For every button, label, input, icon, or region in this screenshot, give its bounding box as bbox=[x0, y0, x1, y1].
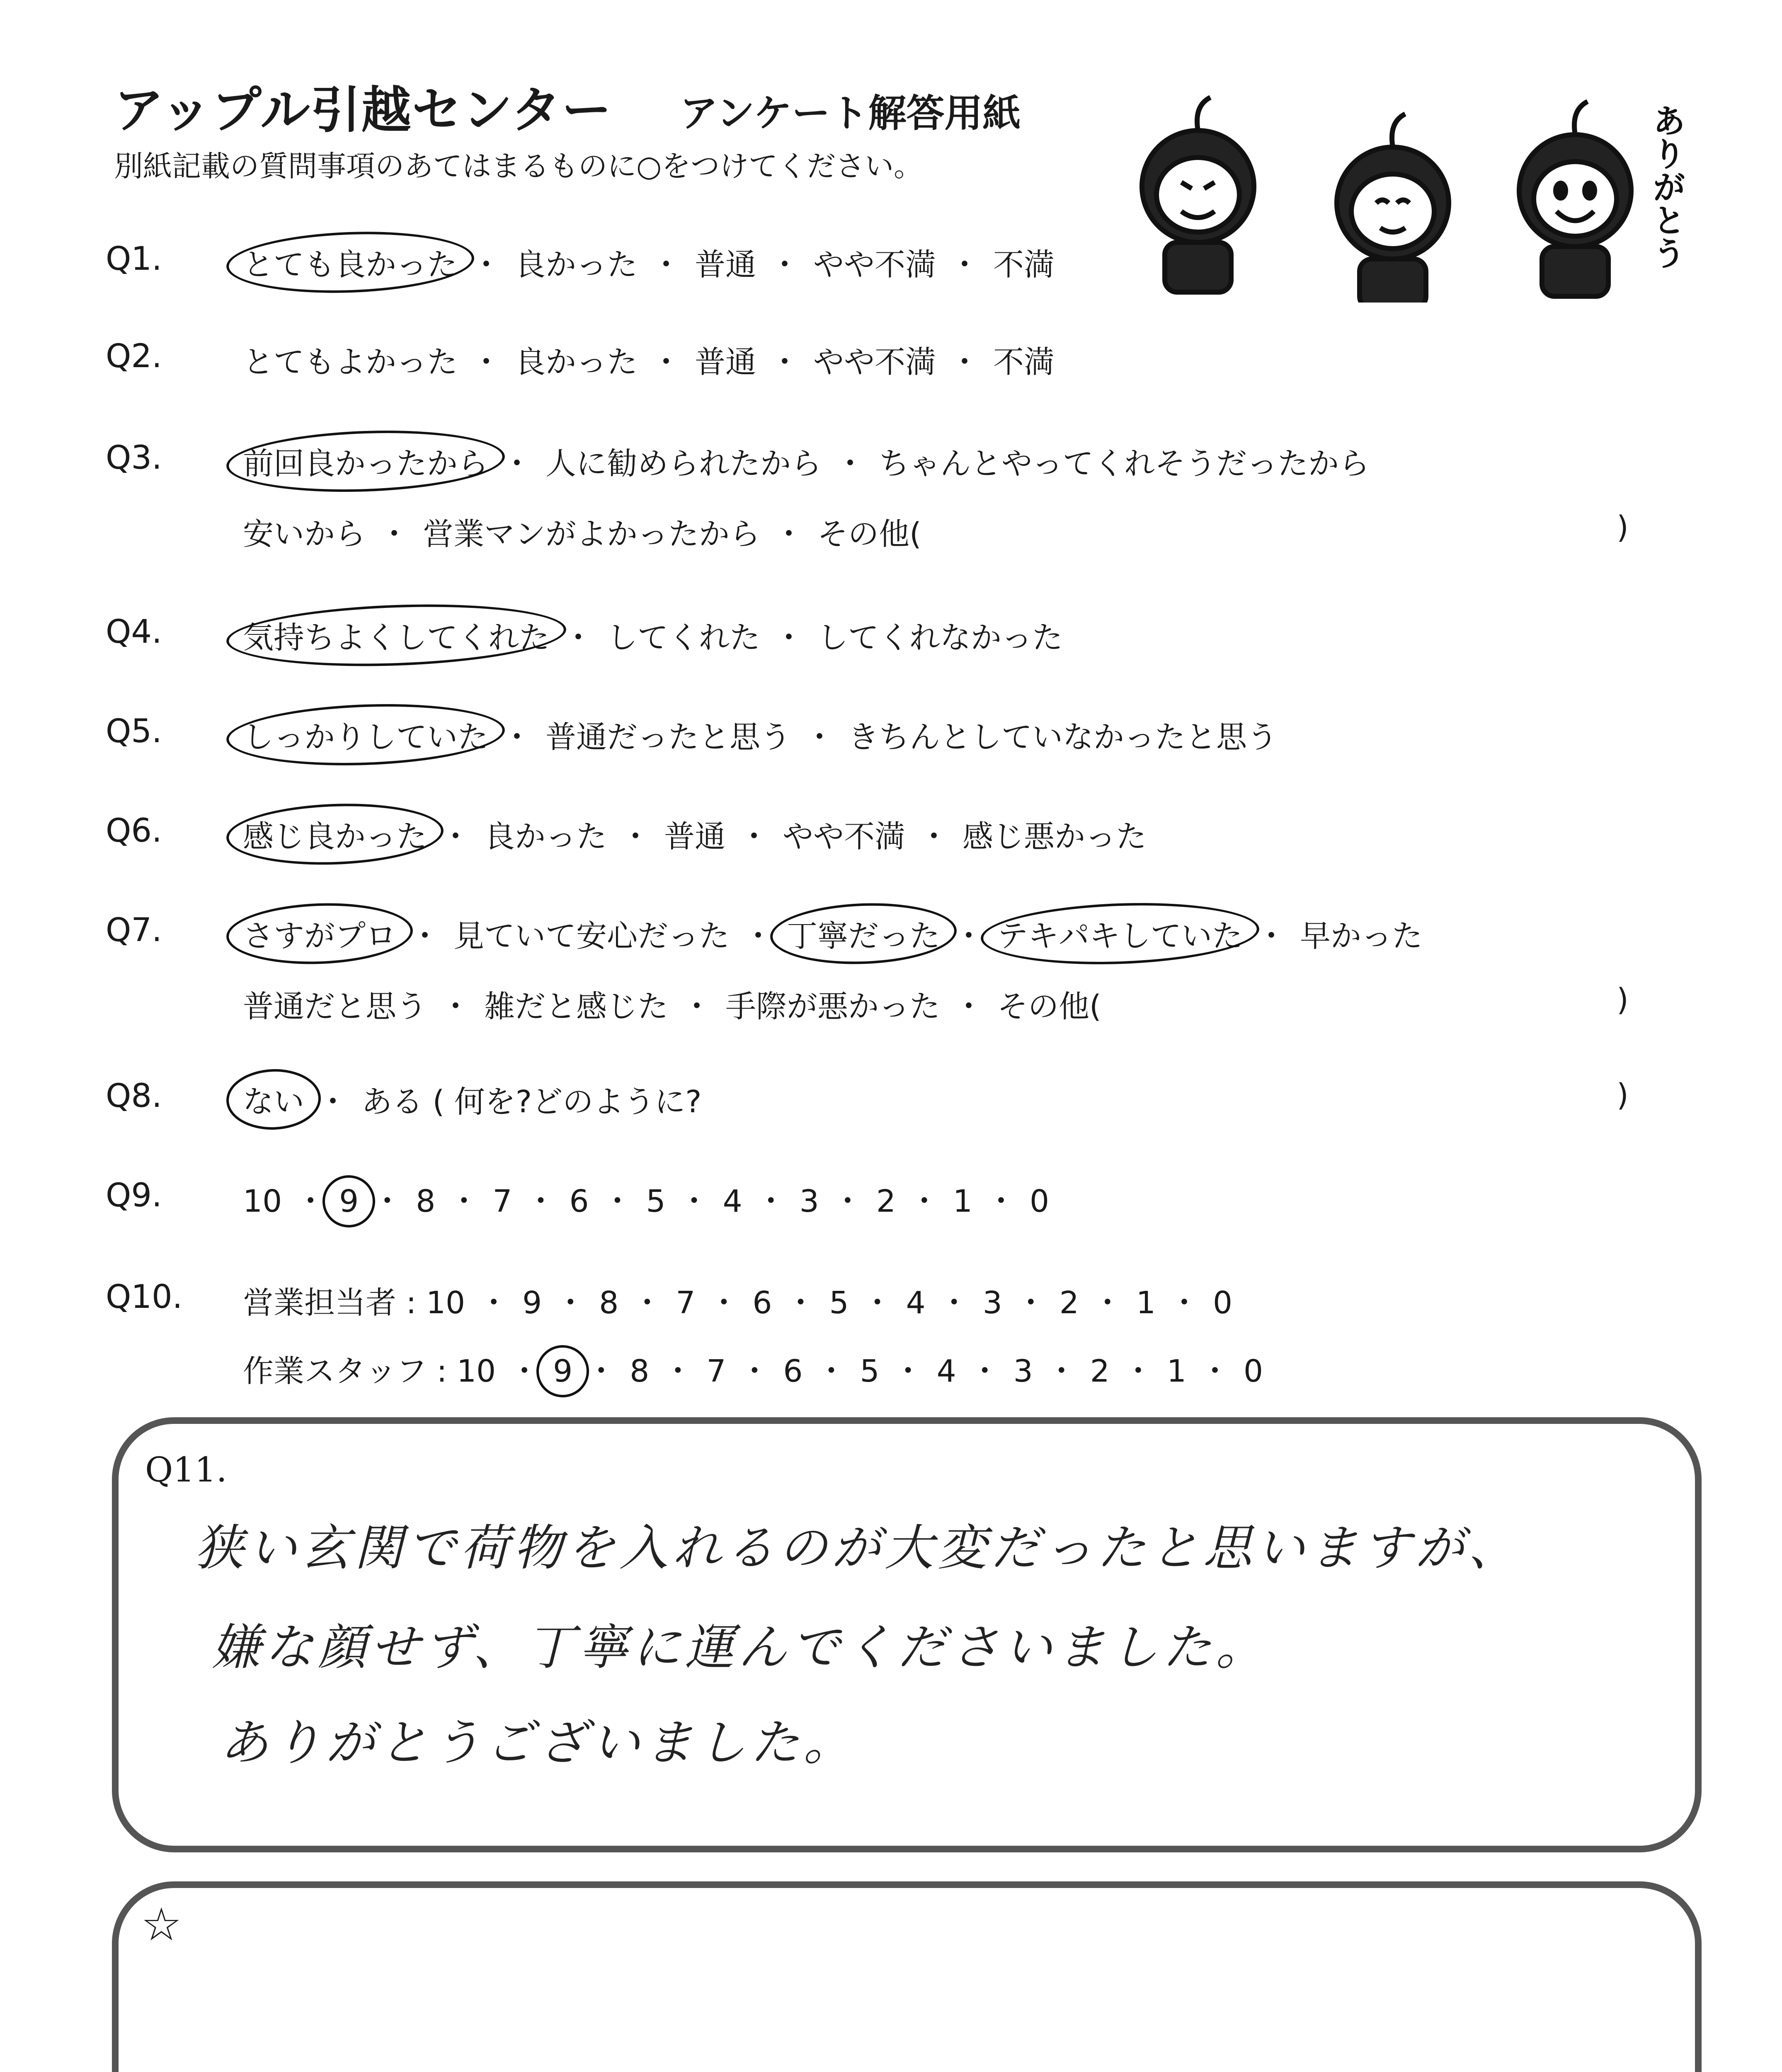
separator: ・ bbox=[471, 344, 502, 380]
answer-option[interactable]: 不満 bbox=[993, 247, 1055, 283]
star-comment-box bbox=[112, 1881, 1702, 2072]
separator: ・ bbox=[502, 719, 532, 755]
question-label: Q5. bbox=[106, 713, 162, 750]
answer-option[interactable]: 2 bbox=[876, 1184, 896, 1219]
answer-option[interactable]: やや不満 bbox=[783, 819, 905, 854]
separator: ・ bbox=[909, 1184, 940, 1219]
answer-option[interactable]: 10 bbox=[243, 1184, 282, 1219]
answer-option[interactable]: ある ( 何を?どのように? bbox=[361, 1084, 702, 1120]
answer-option[interactable]: 雑だと感じた bbox=[484, 989, 668, 1024]
separator: ・ bbox=[919, 819, 949, 854]
answer-option[interactable]: 見ていて安心だった bbox=[453, 918, 730, 954]
mascot-illustration bbox=[1127, 79, 1700, 303]
selected-answer-option[interactable]: 丁寧だった bbox=[784, 912, 943, 956]
separator: ・ bbox=[502, 446, 532, 482]
separator: ・ bbox=[620, 819, 651, 854]
answer-option[interactable]: 8 bbox=[630, 1353, 650, 1389]
answer-option[interactable]: 営業担当者 : 10 bbox=[243, 1285, 466, 1321]
separator: ・ bbox=[410, 918, 440, 954]
monkey-icon bbox=[1142, 97, 1631, 303]
separator: ・ bbox=[1046, 1353, 1077, 1389]
answer-option[interactable]: 作業スタッフ : 10 bbox=[243, 1353, 496, 1389]
answer-option[interactable]: 手際が悪かった bbox=[725, 989, 940, 1024]
separator: ・ bbox=[295, 1184, 326, 1219]
answer-option[interactable]: 5 bbox=[646, 1184, 666, 1219]
answer-option[interactable]: とてもよかった bbox=[243, 344, 458, 380]
separator: ・ bbox=[632, 1285, 663, 1321]
answer-options-row bbox=[240, 812, 1149, 856]
answer-options-row bbox=[240, 1177, 1052, 1221]
separator: ・ bbox=[708, 1285, 739, 1321]
answer-option[interactable]: 不満 bbox=[993, 344, 1055, 380]
answer-options-row bbox=[240, 1347, 1266, 1391]
q11-comment-line: ありがとうございました。 bbox=[220, 1714, 857, 1771]
selected-answer-option[interactable]: 気持ちよくしてくれた bbox=[240, 613, 552, 657]
answer-option[interactable]: 普通 bbox=[695, 247, 756, 283]
separator: ・ bbox=[586, 1353, 617, 1389]
separator: ・ bbox=[372, 1184, 403, 1219]
answer-option[interactable]: 良かった bbox=[515, 247, 638, 283]
question-label: Q2. bbox=[106, 338, 162, 375]
answer-options-row bbox=[240, 912, 1425, 956]
separator: ・ bbox=[1256, 918, 1287, 954]
answer-option[interactable]: 0 bbox=[1243, 1353, 1263, 1389]
separator: ・ bbox=[835, 446, 866, 482]
separator: ・ bbox=[509, 1353, 540, 1389]
separator: ・ bbox=[949, 344, 980, 380]
answer-options-row bbox=[240, 1077, 704, 1121]
answer-options-row bbox=[240, 338, 1057, 382]
separator: ・ bbox=[1015, 1285, 1046, 1321]
separator: ・ bbox=[769, 247, 800, 283]
answer-option[interactable]: やや不満 bbox=[813, 344, 936, 380]
answer-option[interactable]: 2 bbox=[1090, 1353, 1110, 1389]
question-label: Q4. bbox=[106, 613, 162, 651]
separator: ・ bbox=[440, 989, 471, 1024]
separator: ・ bbox=[949, 247, 980, 283]
separator: ・ bbox=[739, 819, 769, 854]
answer-option[interactable]: 良かった bbox=[484, 819, 607, 854]
selected-answer-option[interactable]: しっかりしていた bbox=[240, 713, 491, 757]
answer-option[interactable]: やや不満 bbox=[813, 247, 936, 283]
separator: ・ bbox=[953, 989, 984, 1024]
separator: ・ bbox=[969, 1353, 1000, 1389]
answer-option[interactable]: 4 bbox=[722, 1184, 742, 1219]
separator: ・ bbox=[832, 1184, 863, 1219]
answer-options-row bbox=[240, 439, 1372, 483]
separator: ・ bbox=[602, 1184, 633, 1219]
separator: ・ bbox=[804, 719, 835, 755]
answer-option[interactable]: 普通 bbox=[664, 819, 725, 854]
answer-option[interactable]: 3 bbox=[982, 1285, 1002, 1321]
selected-answer-option[interactable]: 9 bbox=[550, 1353, 575, 1389]
answer-option[interactable]: してくれた bbox=[607, 620, 760, 656]
separator: ・ bbox=[651, 344, 681, 380]
form-subtitle: アンケート解答用紙 bbox=[680, 91, 1021, 136]
answer-option[interactable]: 人に勧められたから bbox=[546, 446, 822, 482]
answer-option[interactable]: してくれなかった bbox=[817, 620, 1063, 656]
answer-option[interactable]: 0 bbox=[1212, 1285, 1233, 1321]
closing-paren: ) bbox=[1617, 1077, 1629, 1113]
separator: ・ bbox=[785, 1285, 816, 1321]
selected-answer-option[interactable]: テキパキしていた bbox=[995, 912, 1245, 956]
separator: ・ bbox=[743, 918, 773, 954]
answer-option[interactable]: 5 bbox=[829, 1285, 849, 1321]
separator: ・ bbox=[478, 1285, 509, 1321]
separator: ・ bbox=[938, 1285, 970, 1321]
answer-option[interactable]: 感じ悪かった bbox=[963, 819, 1147, 854]
answer-options-row bbox=[240, 240, 1057, 284]
answer-option[interactable]: 1 bbox=[1166, 1353, 1186, 1389]
separator: ・ bbox=[555, 1285, 586, 1321]
separator: ・ bbox=[563, 620, 594, 656]
answer-options-row bbox=[240, 510, 924, 554]
answer-option[interactable]: 良かった bbox=[515, 344, 638, 380]
star-icon: ☆ bbox=[141, 1898, 182, 1951]
answer-option[interactable]: 8 bbox=[599, 1285, 619, 1321]
answer-option[interactable]: 普通だと思う bbox=[243, 989, 427, 1024]
answer-options-row bbox=[240, 613, 1065, 657]
answer-option[interactable]: 5 bbox=[860, 1353, 880, 1389]
answer-option[interactable]: 早かった bbox=[1300, 918, 1423, 954]
answer-option[interactable]: 普通 bbox=[695, 344, 756, 380]
answer-options-row bbox=[240, 713, 1280, 757]
answer-option[interactable]: 3 bbox=[799, 1184, 819, 1219]
answer-option[interactable]: 普通だったと思う bbox=[546, 719, 791, 755]
answer-option[interactable]: 4 bbox=[906, 1285, 926, 1321]
separator: ・ bbox=[449, 1184, 480, 1219]
selected-answer-option[interactable]: 9 bbox=[337, 1184, 361, 1219]
answer-option[interactable]: その他( bbox=[997, 989, 1101, 1024]
selected-answer-option[interactable]: さすがプロ bbox=[240, 912, 399, 956]
answer-options-row bbox=[240, 1278, 1235, 1322]
separator: ・ bbox=[892, 1353, 924, 1389]
answer-option[interactable]: 8 bbox=[416, 1184, 436, 1219]
question-label: Q10. bbox=[106, 1278, 183, 1316]
separator: ・ bbox=[1199, 1353, 1230, 1389]
separator: ・ bbox=[773, 620, 804, 656]
separator: ・ bbox=[440, 819, 471, 854]
separator: ・ bbox=[862, 1285, 893, 1321]
answer-option[interactable]: 7 bbox=[492, 1184, 512, 1219]
q11-comment-line: 嫌な顔せず、丁寧に運んでくださいました。 bbox=[211, 1619, 1269, 1676]
separator: ・ bbox=[662, 1353, 693, 1389]
q11-comment-line: 狭い玄関で荷物を入れるのが大変だったと思いますが、 bbox=[195, 1519, 1522, 1576]
closing-paren: ) bbox=[1617, 982, 1629, 1018]
answer-option[interactable]: 2 bbox=[1059, 1285, 1079, 1321]
separator: ・ bbox=[471, 247, 502, 283]
selected-answer-option[interactable]: とても良かった bbox=[240, 240, 460, 284]
separator: ・ bbox=[1169, 1285, 1200, 1321]
answer-option[interactable]: 6 bbox=[783, 1353, 803, 1389]
answer-option[interactable]: 6 bbox=[569, 1184, 589, 1219]
mascot-thanks-text: ありがとう bbox=[1647, 104, 1686, 269]
question-label: Q6. bbox=[106, 812, 162, 850]
answer-option[interactable]: 6 bbox=[752, 1285, 772, 1321]
separator: ・ bbox=[318, 1084, 348, 1120]
separator: ・ bbox=[773, 516, 804, 552]
separator: ・ bbox=[1092, 1285, 1123, 1321]
separator: ・ bbox=[525, 1184, 556, 1219]
separator: ・ bbox=[953, 918, 984, 954]
answer-option[interactable]: 1 bbox=[953, 1184, 973, 1219]
question-label: Q7. bbox=[106, 912, 162, 949]
question-label: Q1. bbox=[106, 240, 162, 278]
separator: ・ bbox=[769, 344, 800, 380]
selected-answer-option[interactable]: 感じ良かった bbox=[240, 812, 429, 856]
question-label: Q3. bbox=[106, 439, 162, 477]
answer-option[interactable]: 7 bbox=[706, 1353, 726, 1389]
answer-option[interactable]: ちゃんとやってくれそうだったから bbox=[879, 446, 1370, 482]
separator: ・ bbox=[816, 1353, 847, 1389]
separator: ・ bbox=[739, 1353, 770, 1389]
selected-answer-option[interactable]: 前回良かったから bbox=[240, 439, 491, 483]
separator: ・ bbox=[651, 247, 681, 283]
answer-option[interactable]: 営業マンがよかったから bbox=[423, 516, 760, 552]
q11-label: Q11. bbox=[145, 1450, 227, 1490]
question-label: Q8. bbox=[106, 1077, 162, 1115]
answer-option[interactable]: 9 bbox=[522, 1285, 542, 1321]
answer-option[interactable]: 0 bbox=[1030, 1184, 1050, 1219]
answer-option[interactable]: 1 bbox=[1136, 1285, 1156, 1321]
separator: ・ bbox=[379, 516, 410, 552]
answer-option[interactable]: その他( bbox=[817, 516, 921, 552]
question-label: Q9. bbox=[106, 1177, 162, 1214]
separator: ・ bbox=[755, 1184, 786, 1219]
answer-option[interactable]: 7 bbox=[676, 1285, 696, 1321]
answer-option[interactable]: 4 bbox=[936, 1353, 956, 1389]
separator: ・ bbox=[1123, 1353, 1154, 1389]
form-title: アップル引越センター bbox=[114, 82, 612, 139]
separator: ・ bbox=[681, 989, 712, 1024]
separator: ・ bbox=[679, 1184, 710, 1219]
selected-answer-option[interactable]: ない bbox=[240, 1077, 307, 1121]
answer-option[interactable]: きちんとしていなかったと思う bbox=[848, 719, 1278, 755]
separator: ・ bbox=[986, 1184, 1017, 1219]
closing-paren: ) bbox=[1617, 510, 1629, 545]
answer-option[interactable]: 3 bbox=[1013, 1353, 1033, 1389]
answer-option[interactable]: 安いから bbox=[243, 516, 366, 552]
instruction-text: 別紙記載の質問事項のあてはまるものに○をつけてください。 bbox=[114, 149, 923, 183]
answer-options-row bbox=[240, 982, 1104, 1026]
